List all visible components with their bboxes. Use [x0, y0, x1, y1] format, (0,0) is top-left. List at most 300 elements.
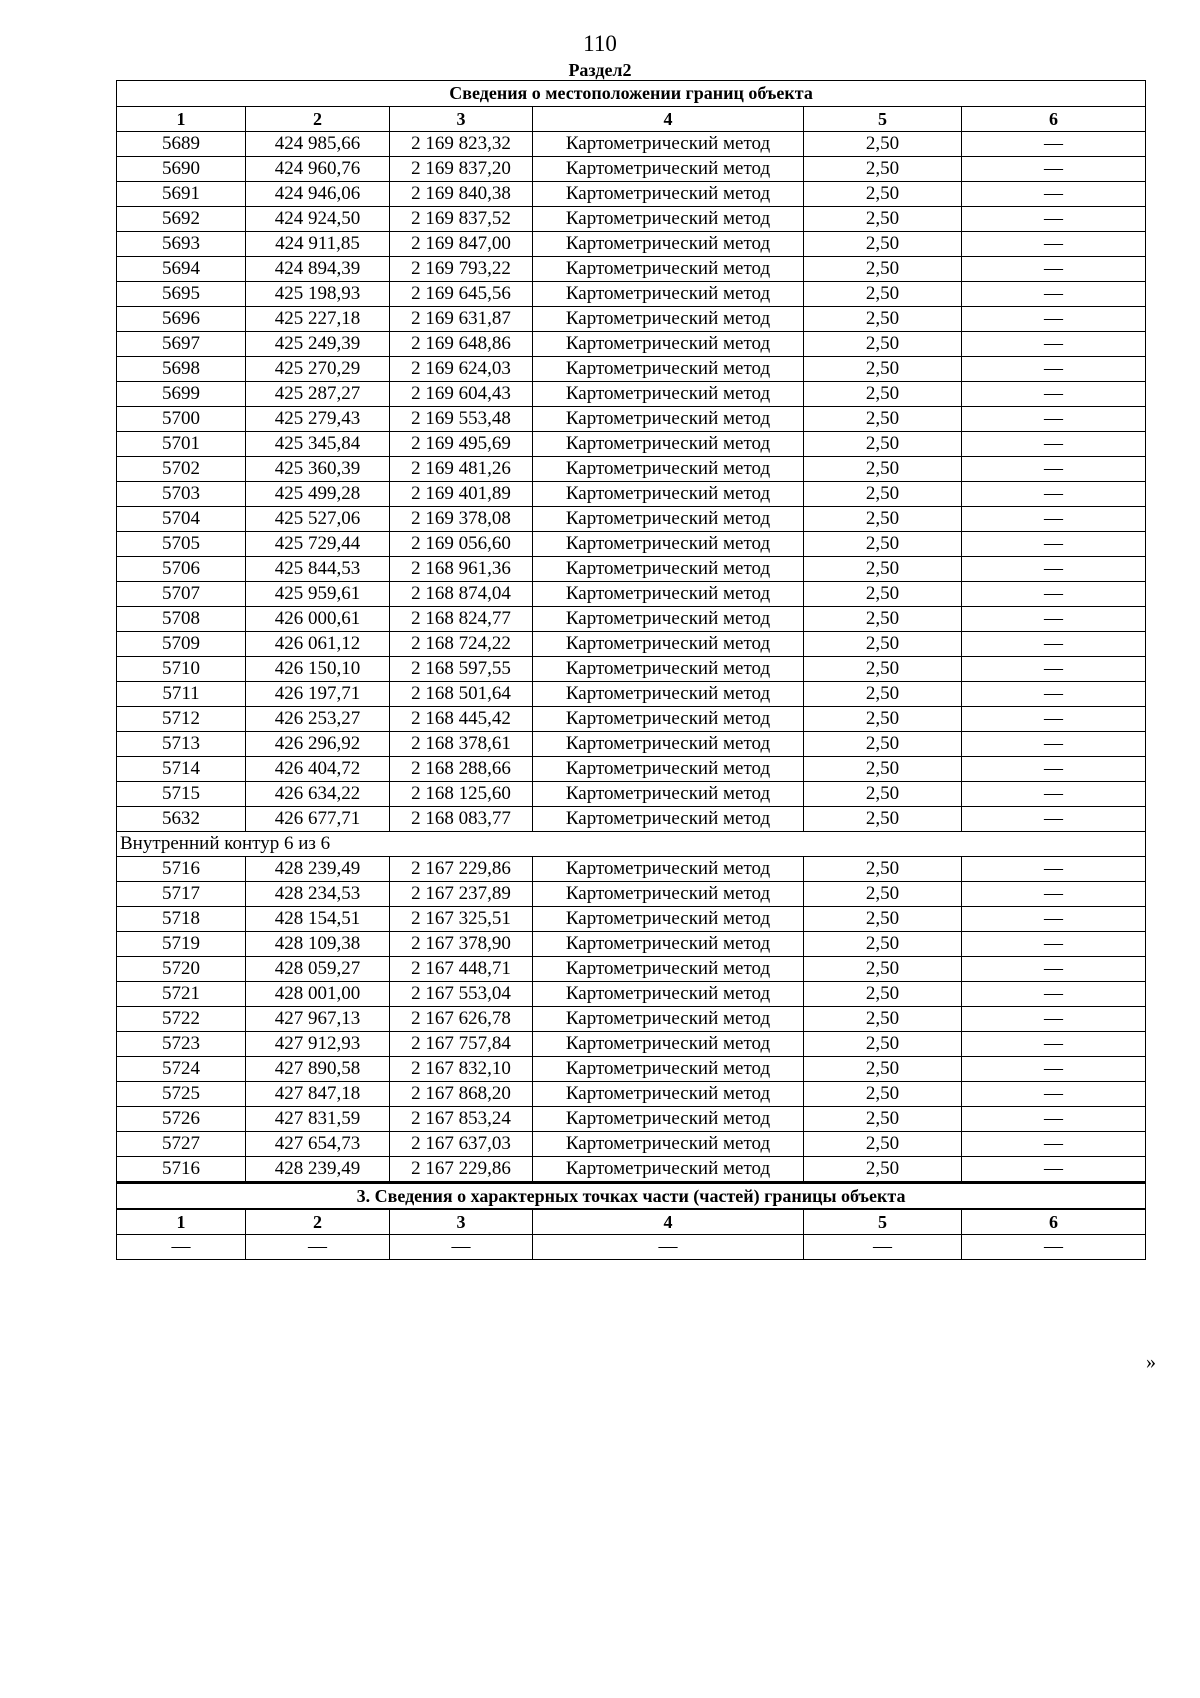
table-cell: 428 239,49: [246, 857, 390, 882]
table-cell: —: [962, 1107, 1146, 1132]
table-cell: Картометрический метод: [533, 1107, 804, 1132]
table-cell: 5724: [117, 1057, 246, 1082]
table-cell: 2,50: [804, 132, 962, 157]
table-row: [117, 582, 1146, 607]
table-cell: Картометрический метод: [533, 557, 804, 582]
column-header: 3: [390, 1209, 533, 1235]
table-cell: 2 169 553,48: [390, 407, 533, 432]
table-cell: Картометрический метод: [533, 582, 804, 607]
table-cell: 5725: [117, 1082, 246, 1107]
table-cell: Картометрический метод: [533, 332, 804, 357]
table-cell: Картометрический метод: [533, 407, 804, 432]
table-cell: 2,50: [804, 432, 962, 457]
table-cell: Картометрический метод: [533, 632, 804, 657]
table-cell: 2 168 445,42: [390, 707, 533, 732]
table-cell: 2 167 229,86: [390, 857, 533, 882]
table-cell: —: [962, 682, 1146, 707]
table-cell: 2,50: [804, 632, 962, 657]
boundary-table: [116, 80, 1146, 1260]
table-row: [117, 307, 1146, 332]
table-cell: 5694: [117, 257, 246, 282]
contour-label: Внутренний контур 6 из 6: [117, 832, 1146, 857]
table-row: [117, 782, 1146, 807]
table-cell: 424 911,85: [246, 232, 390, 257]
column-header: 1: [117, 1209, 246, 1235]
table-cell: 425 499,28: [246, 482, 390, 507]
table-cell: 2,50: [804, 582, 962, 607]
table-row: [117, 432, 1146, 457]
table-cell: —: [962, 432, 1146, 457]
table-cell: 5718: [117, 907, 246, 932]
table-cell: 5720: [117, 957, 246, 982]
table-cell: 2 168 961,36: [390, 557, 533, 582]
page-number: 110: [583, 31, 617, 56]
table-cell: Картометрический метод: [533, 157, 804, 182]
table-cell: 2 167 626,78: [390, 1007, 533, 1032]
table-row: [117, 1032, 1146, 1057]
table-cell: 5714: [117, 757, 246, 782]
table-cell: Картометрический метод: [533, 182, 804, 207]
table-cell: 427 967,13: [246, 1007, 390, 1032]
table-cell: —: [962, 657, 1146, 682]
table-cell: 425 279,43: [246, 407, 390, 432]
section3-header-row: [117, 1209, 1146, 1235]
table-cell: 2 167 757,84: [390, 1032, 533, 1057]
table-cell: —: [962, 407, 1146, 432]
table-cell: 5632: [117, 807, 246, 832]
table-cell: Картометрический метод: [533, 607, 804, 632]
table-cell: 2,50: [804, 382, 962, 407]
table-cell: 5712: [117, 707, 246, 732]
table-cell: 2,50: [804, 1082, 962, 1107]
table-cell: —: [962, 232, 1146, 257]
table-cell: 5701: [117, 432, 246, 457]
table-cell: 2,50: [804, 607, 962, 632]
table-cell: —: [962, 757, 1146, 782]
table-cell: 426 197,71: [246, 682, 390, 707]
table-cell: —: [962, 957, 1146, 982]
table-row: [117, 1082, 1146, 1107]
table-cell: 5695: [117, 282, 246, 307]
table-cell: 5706: [117, 557, 246, 582]
table-cell: 5723: [117, 1032, 246, 1057]
table-cell: 425 527,06: [246, 507, 390, 532]
table-cell: 2,50: [804, 257, 962, 282]
table-cell: 2,50: [804, 557, 962, 582]
table-cell: 5721: [117, 982, 246, 1007]
table-cell: 2,50: [804, 457, 962, 482]
table-cell: 2,50: [804, 182, 962, 207]
table-cell: 2,50: [804, 407, 962, 432]
section-label: Раздел2: [568, 60, 632, 80]
table-cell: 2,50: [804, 507, 962, 532]
table-cell: 426 150,10: [246, 657, 390, 682]
table-cell: —: [962, 1057, 1146, 1082]
column-header: 2: [246, 1209, 390, 1235]
table-cell: 2 168 083,77: [390, 807, 533, 832]
table-cell: —: [962, 257, 1146, 282]
table-cell: —: [962, 457, 1146, 482]
table-cell: —: [962, 482, 1146, 507]
table-cell: Картометрический метод: [533, 1082, 804, 1107]
table-row: [117, 482, 1146, 507]
table-cell: 425 844,53: [246, 557, 390, 582]
table-row: [117, 1157, 1146, 1183]
table-cell: 424 960,76: [246, 157, 390, 182]
table-cell: 426 253,27: [246, 707, 390, 732]
table-cell: 5715: [117, 782, 246, 807]
table-cell: Картометрический метод: [533, 707, 804, 732]
table-cell: 2,50: [804, 232, 962, 257]
table-cell: —: [962, 557, 1146, 582]
table-cell: —: [962, 332, 1146, 357]
table-cell: Картометрический метод: [533, 132, 804, 157]
table-cell: —: [962, 132, 1146, 157]
table-cell: Картометрический метод: [533, 1032, 804, 1057]
table-cell: 426 677,71: [246, 807, 390, 832]
column-header: 3: [390, 107, 533, 132]
table-row: [117, 132, 1146, 157]
table-row: [117, 207, 1146, 232]
table-cell: Картометрический метод: [533, 682, 804, 707]
table-cell: 2,50: [804, 282, 962, 307]
table-row: [117, 1057, 1146, 1082]
table-cell: 2 169 378,08: [390, 507, 533, 532]
table-cell: Картометрический метод: [533, 257, 804, 282]
table-cell: —: [962, 807, 1146, 832]
table-row: [117, 607, 1146, 632]
table-cell: —: [962, 382, 1146, 407]
table-cell: —: [533, 1235, 804, 1260]
table-cell: 5697: [117, 332, 246, 357]
table-cell: 428 234,53: [246, 882, 390, 907]
closing-quote: »: [1146, 1351, 1156, 1373]
table-cell: 2,50: [804, 782, 962, 807]
table-cell: Картометрический метод: [533, 782, 804, 807]
table-cell: 428 154,51: [246, 907, 390, 932]
table-cell: 2 167 832,10: [390, 1057, 533, 1082]
table-cell: 2,50: [804, 1057, 962, 1082]
table-cell: 2,50: [804, 682, 962, 707]
table-cell: 2,50: [804, 1032, 962, 1057]
table-cell: 2 168 125,60: [390, 782, 533, 807]
table-cell: 428 001,00: [246, 982, 390, 1007]
table-cell: —: [246, 1235, 390, 1260]
table-cell: Картометрический метод: [533, 932, 804, 957]
table-row: [117, 1107, 1146, 1132]
section3-title-row: [117, 1183, 1146, 1210]
table-cell: —: [962, 1235, 1146, 1260]
table-cell: 5693: [117, 232, 246, 257]
table-cell: 5722: [117, 1007, 246, 1032]
table-row: [117, 157, 1146, 182]
table-row: [117, 332, 1146, 357]
contour-row: [117, 832, 1146, 857]
table-cell: Картометрический метод: [533, 282, 804, 307]
table-row: [117, 807, 1146, 832]
table-cell: —: [962, 932, 1146, 957]
table-cell: 2,50: [804, 1157, 962, 1183]
column-header: 4: [533, 1209, 804, 1235]
table-cell: 425 959,61: [246, 582, 390, 607]
table-cell: 2,50: [804, 207, 962, 232]
table-cell: 425 360,39: [246, 457, 390, 482]
table-cell: 2 167 237,89: [390, 882, 533, 907]
table-row: [117, 407, 1146, 432]
table-cell: 2,50: [804, 932, 962, 957]
table-cell: 5696: [117, 307, 246, 332]
table-cell: Картометрический метод: [533, 457, 804, 482]
table-row: [117, 382, 1146, 407]
table-cell: 2 169 847,00: [390, 232, 533, 257]
table-cell: 2 168 724,22: [390, 632, 533, 657]
column-header-row: [117, 107, 1146, 132]
table-cell: 427 912,93: [246, 1032, 390, 1057]
table-cell: Картометрический метод: [533, 207, 804, 232]
table-row: [117, 757, 1146, 782]
table-row: [117, 557, 1146, 582]
table-cell: 2 169 648,86: [390, 332, 533, 357]
table-cell: Картометрический метод: [533, 757, 804, 782]
table-cell: 2 167 853,24: [390, 1107, 533, 1132]
table-cell: 427 890,58: [246, 1057, 390, 1082]
table-cell: 2,50: [804, 882, 962, 907]
table-cell: —: [962, 882, 1146, 907]
table-row: [117, 682, 1146, 707]
table-cell: 5703: [117, 482, 246, 507]
table-cell: Картометрический метод: [533, 807, 804, 832]
table-cell: —: [962, 207, 1146, 232]
table-cell: 2 169 631,87: [390, 307, 533, 332]
table-cell: 2 169 056,60: [390, 532, 533, 557]
table-cell: 2 169 624,03: [390, 357, 533, 382]
table-row: [117, 457, 1146, 482]
table-cell: Картометрический метод: [533, 957, 804, 982]
table-cell: —: [962, 857, 1146, 882]
table-row: [117, 507, 1146, 532]
table-cell: 5709: [117, 632, 246, 657]
column-header: 5: [804, 1209, 962, 1235]
table-cell: 2,50: [804, 807, 962, 832]
table-cell: 2 169 481,26: [390, 457, 533, 482]
table-row: [117, 1132, 1146, 1157]
table-cell: 2 169 793,22: [390, 257, 533, 282]
table-cell: 5719: [117, 932, 246, 957]
table-cell: —: [962, 1082, 1146, 1107]
table-cell: Картометрический метод: [533, 907, 804, 932]
table-cell: —: [962, 707, 1146, 732]
table-row: [117, 282, 1146, 307]
table-cell: Картометрический метод: [533, 857, 804, 882]
table-cell: 425 729,44: [246, 532, 390, 557]
table-cell: 424 946,06: [246, 182, 390, 207]
table-row: [117, 182, 1146, 207]
table-cell: 5716: [117, 857, 246, 882]
table-cell: 2 167 868,20: [390, 1082, 533, 1107]
table-row: [117, 357, 1146, 382]
table-cell: Картометрический метод: [533, 982, 804, 1007]
table-row: [117, 532, 1146, 557]
table-cell: 2 168 288,66: [390, 757, 533, 782]
table-cell: 5726: [117, 1107, 246, 1132]
table-row: [117, 707, 1146, 732]
table-cell: 2,50: [804, 982, 962, 1007]
table-cell: 2 169 837,52: [390, 207, 533, 232]
table-cell: 427 654,73: [246, 1132, 390, 1157]
table-cell: 2,50: [804, 482, 962, 507]
table-cell: 5711: [117, 682, 246, 707]
table-cell: 2 168 874,04: [390, 582, 533, 607]
table-cell: 427 847,18: [246, 1082, 390, 1107]
table-cell: 424 894,39: [246, 257, 390, 282]
table-cell: 2 167 553,04: [390, 982, 533, 1007]
table-cell: 5689: [117, 132, 246, 157]
column-header: 6: [962, 1209, 1146, 1235]
table-cell: 5698: [117, 357, 246, 382]
table-cell: Картометрический метод: [533, 1007, 804, 1032]
table-cell: Картометрический метод: [533, 1057, 804, 1082]
table-cell: 425 287,27: [246, 382, 390, 407]
table-cell: 428 109,38: [246, 932, 390, 957]
table-cell: 2 169 645,56: [390, 282, 533, 307]
table-cell: Картометрический метод: [533, 482, 804, 507]
table-cell: 2 168 597,55: [390, 657, 533, 682]
table-cell: —: [962, 1007, 1146, 1032]
table-cell: 428 059,27: [246, 957, 390, 982]
table-cell: 5713: [117, 732, 246, 757]
table-cell: 425 198,93: [246, 282, 390, 307]
table-cell: 2 169 837,20: [390, 157, 533, 182]
table-cell: 2 167 637,03: [390, 1132, 533, 1157]
table-cell: 2 167 229,86: [390, 1157, 533, 1183]
table-cell: —: [962, 582, 1146, 607]
table-cell: 2,50: [804, 757, 962, 782]
table-cell: —: [117, 1235, 246, 1260]
table-cell: 2 167 378,90: [390, 932, 533, 957]
table-cell: 425 345,84: [246, 432, 390, 457]
table-row: [117, 632, 1146, 657]
table-cell: 5704: [117, 507, 246, 532]
table-cell: 426 061,12: [246, 632, 390, 657]
table-cell: 5699: [117, 382, 246, 407]
section3-title: 3. Сведения о характерных точках части (частей) границы объекта: [117, 1183, 1146, 1210]
table-cell: 2 167 448,71: [390, 957, 533, 982]
table-row: [117, 857, 1146, 882]
table-cell: 2,50: [804, 157, 962, 182]
table-cell: 425 270,29: [246, 357, 390, 382]
column-header: 1: [117, 107, 246, 132]
table-cell: 2,50: [804, 857, 962, 882]
table-cell: —: [962, 907, 1146, 932]
table-cell: —: [962, 632, 1146, 657]
table-cell: 5700: [117, 407, 246, 432]
table-cell: Картометрический метод: [533, 307, 804, 332]
table-cell: 2,50: [804, 957, 962, 982]
column-header: 6: [962, 107, 1146, 132]
table-cell: 2,50: [804, 907, 962, 932]
table-cell: —: [390, 1235, 533, 1260]
table-cell: —: [962, 732, 1146, 757]
table-cell: Картометрический метод: [533, 732, 804, 757]
table-cell: —: [962, 1157, 1146, 1183]
table-cell: 5727: [117, 1132, 246, 1157]
table-cell: 5691: [117, 182, 246, 207]
table-cell: 2 168 501,64: [390, 682, 533, 707]
column-header: 4: [533, 107, 804, 132]
table-row: [117, 957, 1146, 982]
table-cell: 5708: [117, 607, 246, 632]
table-cell: 2,50: [804, 357, 962, 382]
table-cell: —: [804, 1235, 962, 1260]
column-header: 5: [804, 107, 962, 132]
table-title: Сведения о местоположении границ объекта: [117, 81, 1146, 107]
table-cell: Картометрический метод: [533, 382, 804, 407]
table-cell: —: [962, 357, 1146, 382]
table-cell: 5692: [117, 207, 246, 232]
table-cell: 2 168 824,77: [390, 607, 533, 632]
table-row: [117, 732, 1146, 757]
table-row: [117, 907, 1146, 932]
table-cell: Картометрический метод: [533, 507, 804, 532]
table-cell: 2,50: [804, 332, 962, 357]
table-cell: Картометрический метод: [533, 882, 804, 907]
table-cell: —: [962, 782, 1146, 807]
table-cell: 425 249,39: [246, 332, 390, 357]
table-cell: 424 924,50: [246, 207, 390, 232]
table-cell: 424 985,66: [246, 132, 390, 157]
table-cell: —: [962, 157, 1146, 182]
table-cell: 2 169 401,89: [390, 482, 533, 507]
table-cell: 5717: [117, 882, 246, 907]
table-title-row: [117, 81, 1146, 107]
table-row: [117, 232, 1146, 257]
table-cell: Картометрический метод: [533, 357, 804, 382]
table-cell: 2 167 325,51: [390, 907, 533, 932]
boundary-table-body: [117, 81, 1146, 1260]
table-cell: 2,50: [804, 732, 962, 757]
table-cell: 5710: [117, 657, 246, 682]
table-cell: 2,50: [804, 707, 962, 732]
table-cell: 428 239,49: [246, 1157, 390, 1183]
table-cell: —: [962, 182, 1146, 207]
table-cell: 426 404,72: [246, 757, 390, 782]
table-cell: —: [962, 532, 1146, 557]
table-cell: 426 296,92: [246, 732, 390, 757]
table-cell: 2,50: [804, 657, 962, 682]
table-cell: 2 169 495,69: [390, 432, 533, 457]
table-cell: 2,50: [804, 307, 962, 332]
table-cell: Картометрический метод: [533, 1157, 804, 1183]
table-cell: 2 169 823,32: [390, 132, 533, 157]
table-cell: Картометрический метод: [533, 232, 804, 257]
table-cell: 5690: [117, 157, 246, 182]
table-cell: 425 227,18: [246, 307, 390, 332]
table-cell: 5707: [117, 582, 246, 607]
table-cell: —: [962, 982, 1146, 1007]
table-cell: 5702: [117, 457, 246, 482]
table-cell: 2 169 604,43: [390, 382, 533, 407]
table-cell: 426 634,22: [246, 782, 390, 807]
table-cell: —: [962, 1032, 1146, 1057]
table-cell: —: [962, 607, 1146, 632]
table-cell: —: [962, 282, 1146, 307]
table-row: [117, 1235, 1146, 1260]
table-cell: Картометрический метод: [533, 532, 804, 557]
table-row: [117, 982, 1146, 1007]
table-cell: Картометрический метод: [533, 432, 804, 457]
table-cell: Картометрический метод: [533, 657, 804, 682]
table-cell: —: [962, 1132, 1146, 1157]
